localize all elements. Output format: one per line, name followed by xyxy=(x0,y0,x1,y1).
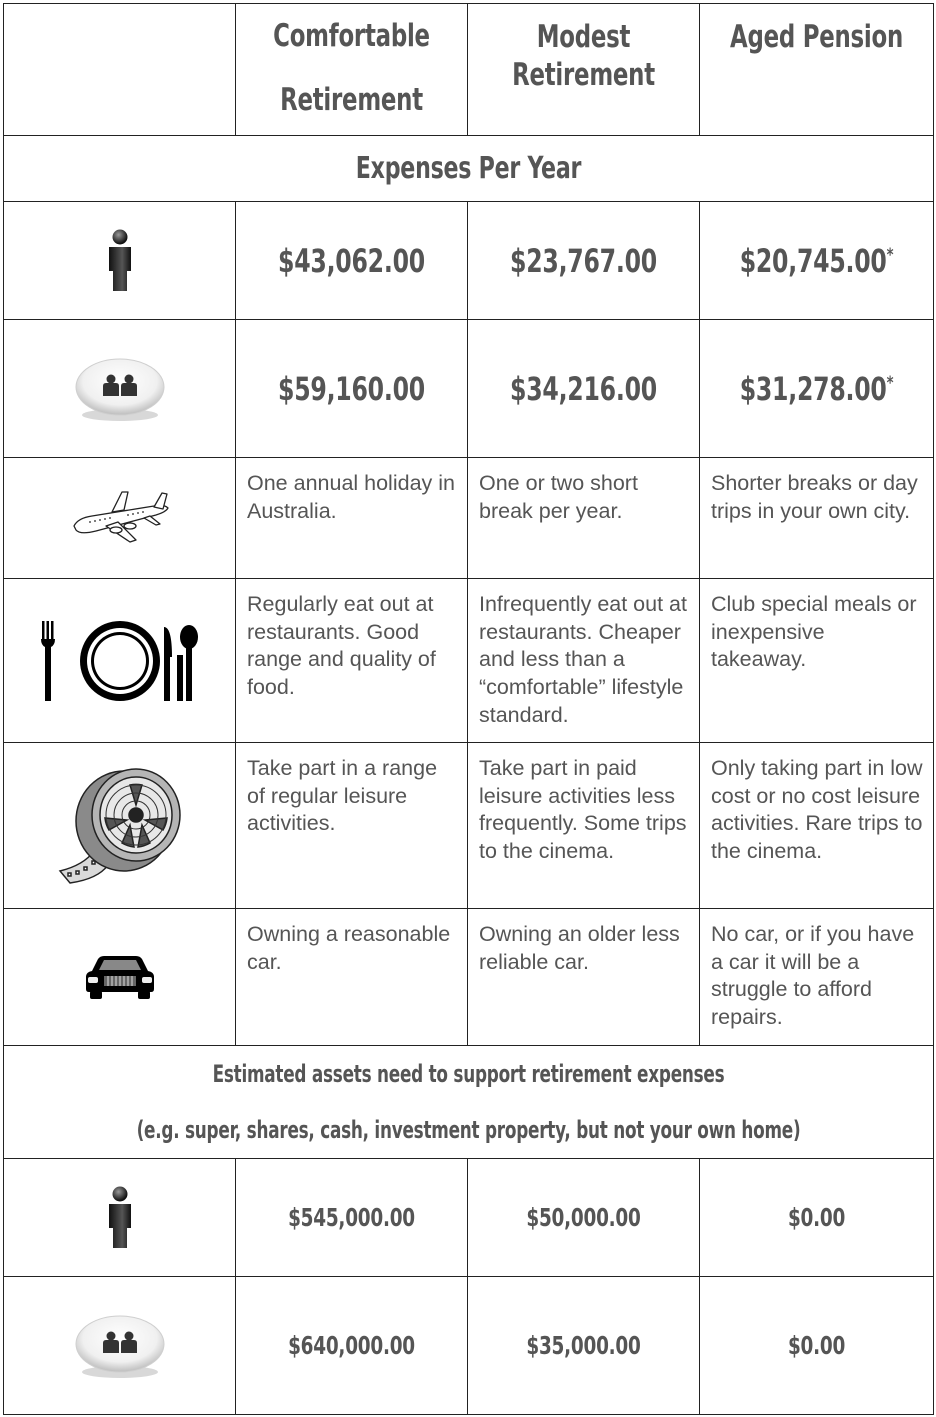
expenses-couple-icon-cell xyxy=(4,320,236,458)
assets-single-row xyxy=(4,1159,934,1277)
lifestyle-icon-cell xyxy=(4,909,236,1046)
assets-title-line2: (e.g. super, shares, cash, investment property, but not your own home) xyxy=(136,1116,801,1144)
expenses-couple-aged-value: $31,278.00 xyxy=(739,369,887,408)
assets-title-cell xyxy=(4,1046,934,1159)
assets-couple-aged: $0.00 xyxy=(700,1277,934,1415)
expenses-single-row xyxy=(4,202,934,320)
dining-aged: Club special meals or inexpensive takeaway. xyxy=(700,579,934,743)
leisure-modest: Take part in paid leisure activities less frequently. Some trips to the cinema. xyxy=(468,743,700,909)
assets-single-comfortable: $545,000.00 xyxy=(236,1159,468,1277)
header-aged-line1: Aged Pension xyxy=(730,19,903,55)
leisure-comfortable: Take part in a range of regular leisure activities. xyxy=(236,743,468,909)
assets-single-icon-cell xyxy=(4,1159,236,1277)
expenses-couple-row xyxy=(4,320,934,458)
holiday-modest: One or two short break per year. xyxy=(468,458,700,579)
lifestyle-row-holiday xyxy=(4,458,934,579)
asterisk-mark: * xyxy=(886,371,894,393)
lifestyle-icon-cell xyxy=(4,458,236,579)
header-modest-line1: Modest xyxy=(536,19,631,55)
expenses-single-comfortable: $43,062.00 xyxy=(236,202,468,320)
expenses-single-aged xyxy=(700,202,934,320)
expenses-title-cell xyxy=(4,136,934,202)
asterisk-mark: * xyxy=(886,243,894,265)
lifestyle-row-car xyxy=(4,909,934,1046)
film-reel-icon xyxy=(54,765,186,887)
assets-couple-icon-cell xyxy=(4,1277,236,1415)
header-empty-cell xyxy=(4,4,236,136)
airplane-icon xyxy=(68,486,172,550)
holiday-comfortable: One annual holiday in Australia. xyxy=(236,458,468,579)
dining-modest: Infrequently eat out at restaurants. Cheaper and less than a “comfortable” lifestyle standard. xyxy=(468,579,700,743)
car-icon xyxy=(84,955,156,999)
car-comfortable: Owning a reasonable car. xyxy=(236,909,468,1046)
car-modest: Owning an older less reliable car. xyxy=(468,909,700,1046)
car-aged: No car, or if you have a car it will be a struggle to afford repairs. xyxy=(700,909,934,1046)
expenses-title: Expenses Per Year xyxy=(355,151,582,186)
leisure-aged: Only taking part in low cost or no cost leisure activities. Rare trips to the cinema. xyxy=(700,743,934,909)
assets-couple-modest: $35,000.00 xyxy=(468,1277,700,1415)
lifestyle-row-leisure xyxy=(4,743,934,909)
assets-couple-comfortable: $640,000.00 xyxy=(236,1277,468,1415)
assets-single-modest: $50,000.00 xyxy=(468,1159,700,1277)
plate-cutlery-icon xyxy=(38,619,202,703)
dining-comfortable: Regularly eat out at restaurants. Good range and quality of food. xyxy=(236,579,468,743)
expenses-couple-comfortable: $59,160.00 xyxy=(236,320,468,458)
header-modest-line2: Retirement xyxy=(512,57,655,93)
assets-title-line1: Estimated assets need to support retirement expenses xyxy=(212,1060,725,1088)
holiday-aged: Shorter breaks or day trips in your own city. xyxy=(700,458,934,579)
assets-title-row xyxy=(4,1046,934,1159)
expenses-couple-modest: $34,216.00 xyxy=(468,320,700,458)
header-comfortable xyxy=(236,4,468,136)
expenses-single-modest: $23,767.00 xyxy=(468,202,700,320)
retirement-comparison-table xyxy=(3,3,934,1415)
lifestyle-icon-cell xyxy=(4,743,236,909)
assets-couple-row xyxy=(4,1277,934,1415)
expenses-couple-aged xyxy=(700,320,934,458)
lifestyle-row-dining xyxy=(4,579,934,743)
expenses-single-icon-cell xyxy=(4,202,236,320)
header-comfortable-line2: Retirement xyxy=(280,82,423,118)
header-comfortable-line1: Comfortable xyxy=(273,18,430,54)
expenses-single-aged-value: $20,745.00 xyxy=(739,241,887,280)
header-modest xyxy=(468,4,700,136)
lifestyle-icon-cell xyxy=(4,579,236,743)
person-icon xyxy=(105,1186,135,1250)
header-row xyxy=(4,4,934,136)
assets-single-aged: $0.00 xyxy=(700,1159,934,1277)
expenses-title-row xyxy=(4,136,934,202)
couple-icon xyxy=(72,1312,168,1380)
couple-icon xyxy=(72,355,168,423)
person-icon xyxy=(105,229,135,293)
header-aged xyxy=(700,4,934,136)
